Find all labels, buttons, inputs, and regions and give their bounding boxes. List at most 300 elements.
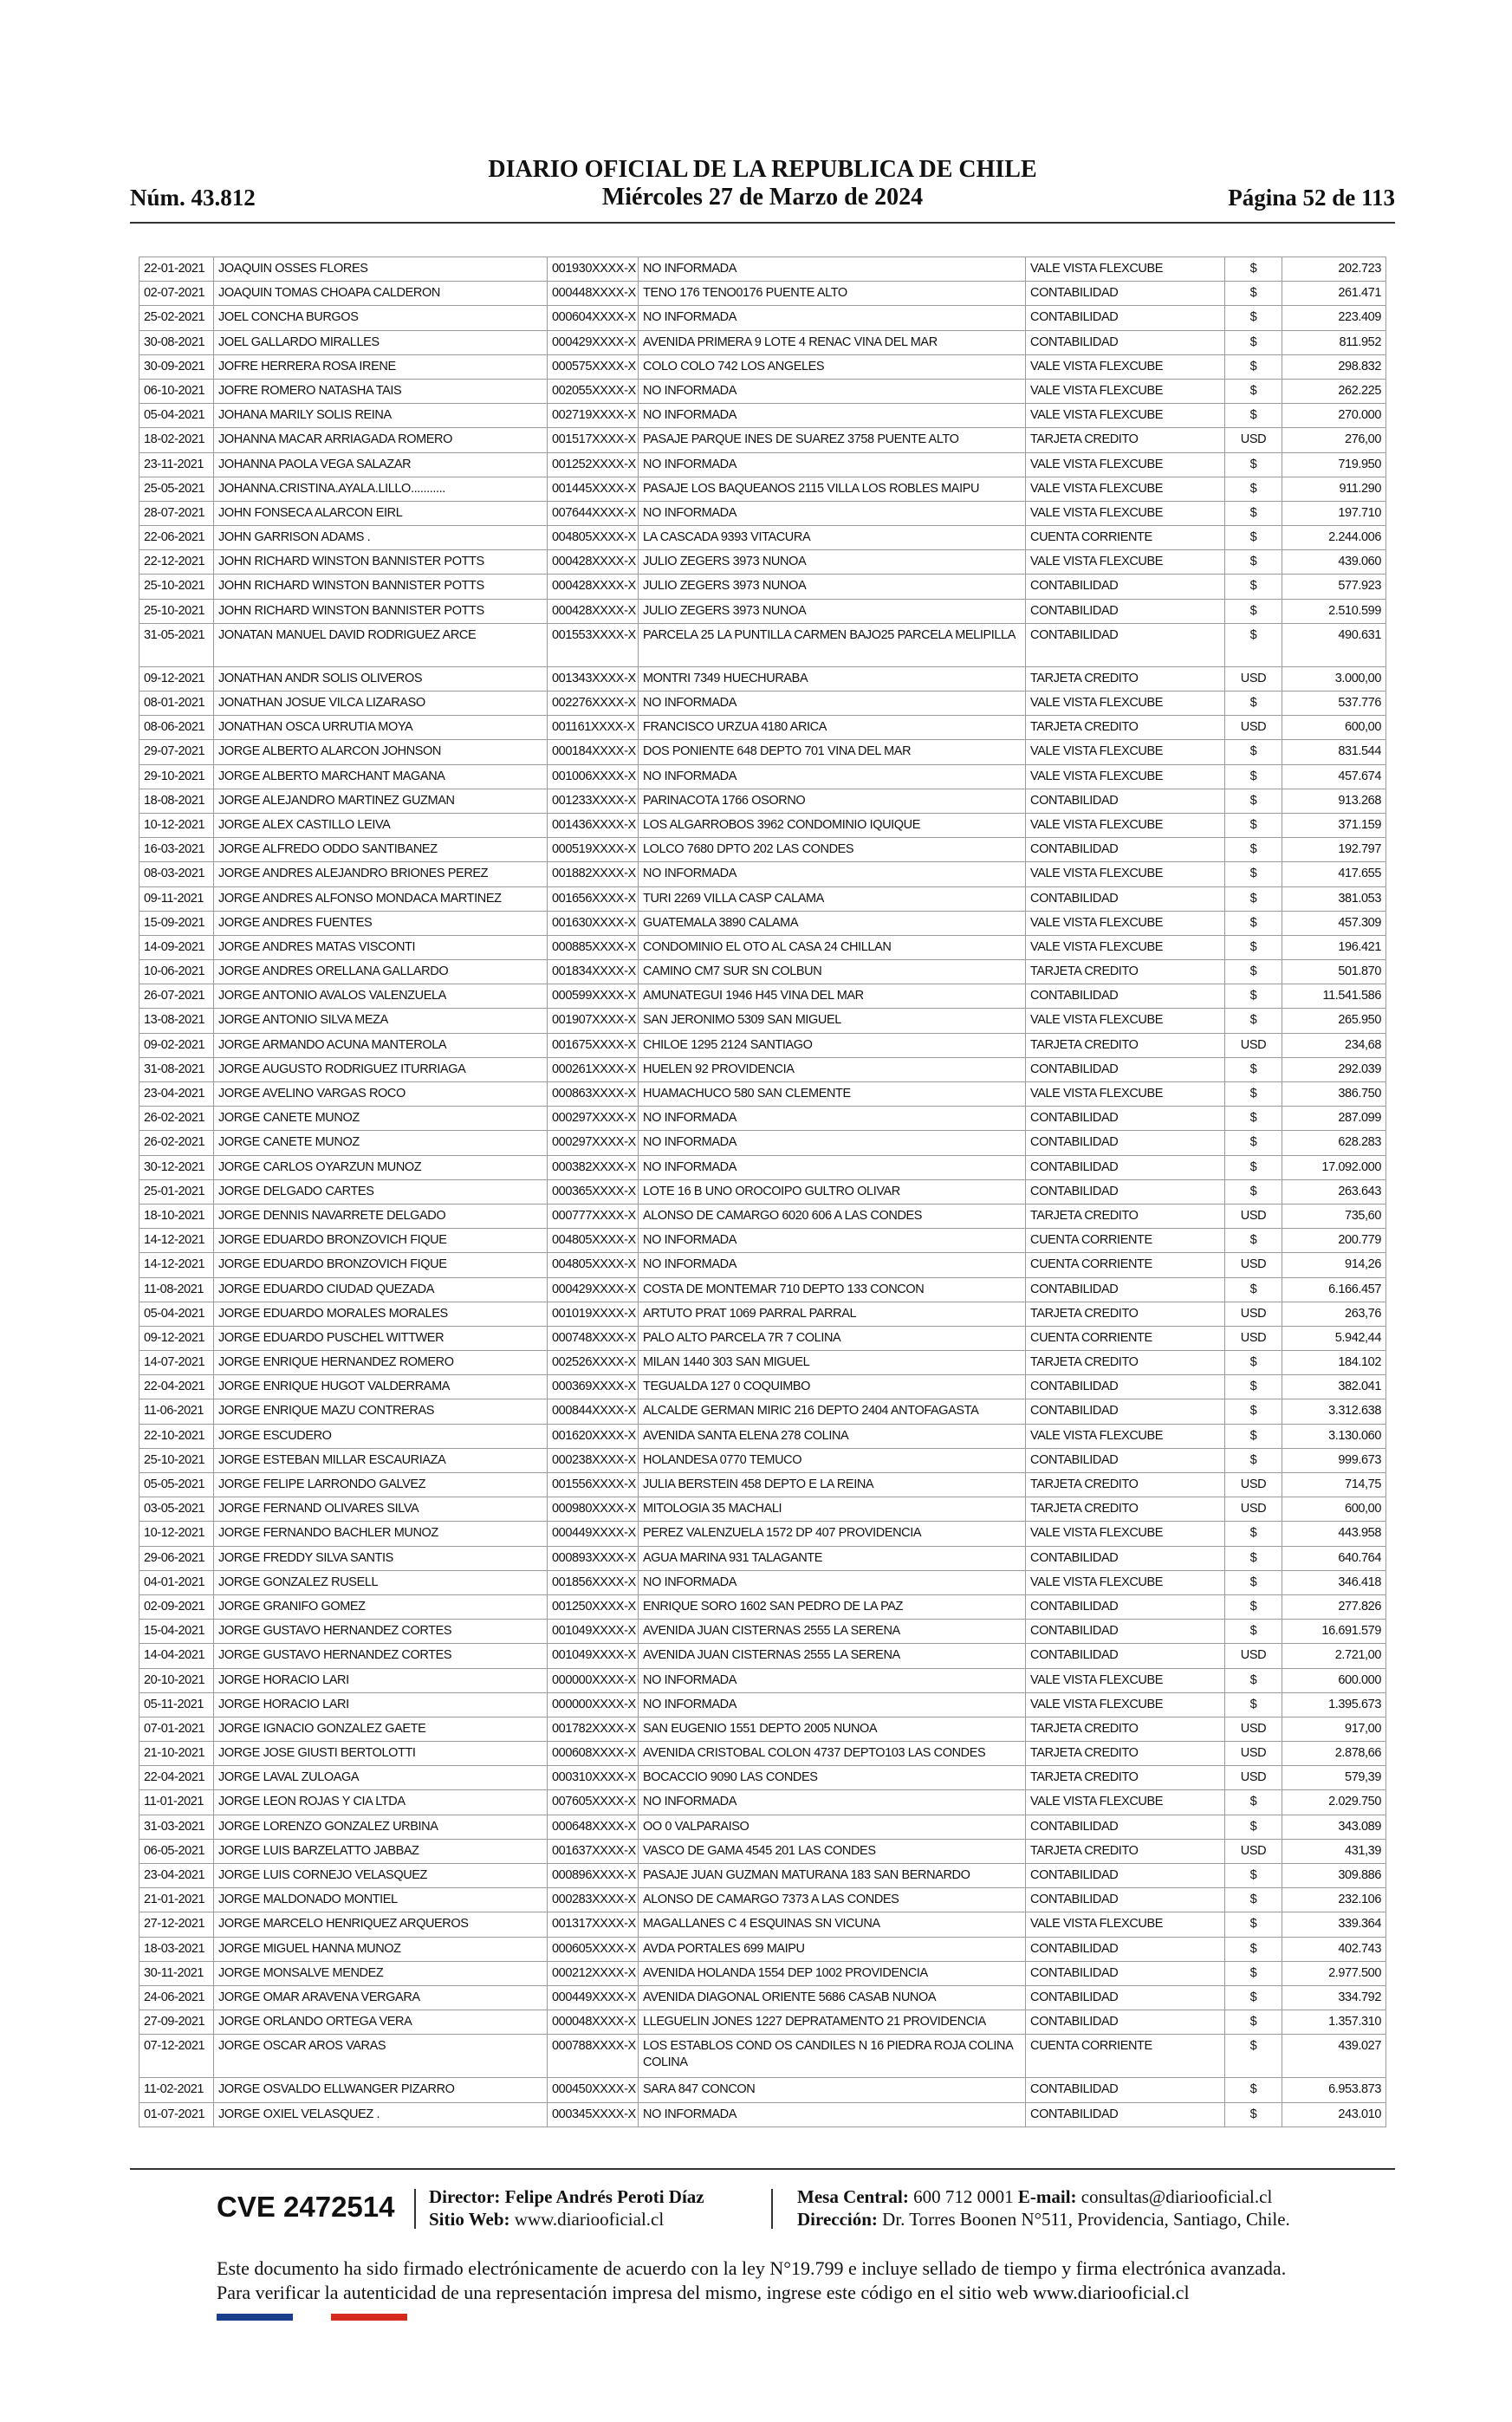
id-cell: 000449XXXX-X (548, 1522, 639, 1546)
amount-cell: 914,26 (1282, 1253, 1386, 1277)
product-cell: VALE VISTA FLEXCUBE (1026, 257, 1225, 282)
id-cell: 001049XXXX-X (548, 1644, 639, 1668)
director-label: Director: (429, 2186, 501, 2207)
amount-cell: 2.510.599 (1282, 599, 1386, 623)
name-cell: JORGE MIGUEL HANNA MUNOZ (214, 1937, 548, 1961)
name-cell: JORGE EDUARDO BRONZOVICH FIQUE (214, 1253, 548, 1277)
table-row (140, 1766, 1386, 1790)
date-cell: 27-12-2021 (140, 1912, 214, 1937)
name-cell: JORGE ANTONIO SILVA MEZA (214, 1009, 548, 1033)
currency-cell: $ (1225, 1155, 1282, 1179)
phone-label: Mesa Central: (797, 2186, 909, 2207)
currency-cell: $ (1225, 935, 1282, 959)
address-cell: LOLCO 7680 DPTO 202 LAS CONDES (639, 838, 1026, 862)
id-cell: 000369XXXX-X (548, 1375, 639, 1399)
table-row (140, 1937, 1386, 1961)
currency-cell: $ (1225, 2010, 1282, 2035)
table-row (140, 1839, 1386, 1863)
id-cell: 001782XXXX-X (548, 1717, 639, 1741)
currency-cell: $ (1225, 1399, 1282, 1424)
amount-cell: 2.721,00 (1282, 1644, 1386, 1668)
date-cell: 11-01-2021 (140, 1790, 214, 1815)
amount-cell: 443.958 (1282, 1522, 1386, 1546)
date-cell: 13-08-2021 (140, 1009, 214, 1033)
amount-cell: 386.750 (1282, 1082, 1386, 1107)
product-cell: CONTABILIDAD (1026, 1057, 1225, 1081)
table-row (140, 789, 1386, 813)
product-cell: VALE VISTA FLEXCUBE (1026, 911, 1225, 935)
currency-cell: $ (1225, 911, 1282, 935)
address-cell: NO INFORMADA (639, 501, 1026, 525)
product-cell: TARJETA CREDITO (1026, 1766, 1225, 1790)
date-cell: 18-03-2021 (140, 1937, 214, 1961)
table-row (140, 1961, 1386, 1985)
amount-cell: 309.886 (1282, 1864, 1386, 1888)
table-row (140, 501, 1386, 525)
header-divider (130, 222, 1395, 224)
date-cell: 06-10-2021 (140, 379, 214, 403)
address-cell: LLEGUELIN JONES 1227 DEPRATAMENTO 21 PROVIDENCIA (639, 2010, 1026, 2035)
name-cell: JORGE MONSALVE MENDEZ (214, 1961, 548, 1985)
id-cell: 000000XXXX-X (548, 1668, 639, 1692)
table-row (140, 1448, 1386, 1472)
id-cell: 001856XXXX-X (548, 1570, 639, 1594)
product-cell: CONTABILIDAD (1026, 1644, 1225, 1668)
id-cell: 000283XXXX-X (548, 1888, 639, 1912)
id-cell: 000261XXXX-X (548, 1057, 639, 1081)
currency-cell: $ (1225, 599, 1282, 623)
address-cell: NO INFORMADA (639, 452, 1026, 477)
name-cell: JONATHAN OSCA URRUTIA MOYA (214, 716, 548, 740)
amount-cell: 2.977.500 (1282, 1961, 1386, 1985)
currency-cell: $ (1225, 1985, 1282, 2010)
product-cell: VALE VISTA FLEXCUBE (1026, 404, 1225, 428)
product-cell: VALE VISTA FLEXCUBE (1026, 550, 1225, 575)
date-cell: 25-10-2021 (140, 1448, 214, 1472)
date-cell: 22-01-2021 (140, 257, 214, 282)
amount-cell: 714,75 (1282, 1473, 1386, 1497)
address-cell: DOS PONIENTE 648 DEPTO 701 VINA DEL MAR (639, 740, 1026, 764)
name-cell: JORGE LAVAL ZULOAGA (214, 1766, 548, 1790)
address-cell: LA CASCADA 9393 VITACURA (639, 526, 1026, 550)
date-cell: 09-02-2021 (140, 1033, 214, 1057)
date-cell: 18-10-2021 (140, 1204, 214, 1228)
currency-cell: $ (1225, 1107, 1282, 1131)
amount-cell: 6.953.873 (1282, 2078, 1386, 2102)
table-row (140, 306, 1386, 330)
table-row (140, 452, 1386, 477)
name-cell: JOHN RICHARD WINSTON BANNISTER POTTS (214, 550, 548, 575)
address-cell: NO INFORMADA (639, 1692, 1026, 1717)
table-row (140, 379, 1386, 403)
name-cell: JOHANA MARILY SOLIS REINA (214, 404, 548, 428)
table-row (140, 1594, 1386, 1619)
id-cell: 000428XXXX-X (548, 550, 639, 575)
date-cell: 25-10-2021 (140, 599, 214, 623)
date-cell: 08-01-2021 (140, 692, 214, 716)
address-cell: MITOLOGIA 35 MACHALI (639, 1497, 1026, 1522)
amount-cell: 339.364 (1282, 1912, 1386, 1937)
amount-cell: 1.357.310 (1282, 2010, 1386, 2035)
name-cell: JOHN GARRISON ADAMS . (214, 526, 548, 550)
date-cell: 01-07-2021 (140, 2102, 214, 2127)
product-cell: CUENTA CORRIENTE (1026, 2035, 1225, 2078)
currency-cell: $ (1225, 1375, 1282, 1399)
table-row (140, 1497, 1386, 1522)
product-cell: CONTABILIDAD (1026, 1864, 1225, 1888)
currency-cell: USD (1225, 1302, 1282, 1326)
date-cell: 15-04-2021 (140, 1620, 214, 1644)
product-cell: VALE VISTA FLEXCUBE (1026, 477, 1225, 501)
product-cell: CONTABILIDAD (1026, 575, 1225, 599)
id-cell: 001343XXXX-X (548, 666, 639, 691)
table-row (140, 1790, 1386, 1815)
id-cell: 000382XXXX-X (548, 1155, 639, 1179)
currency-cell: $ (1225, 692, 1282, 716)
flag-segment (255, 2314, 293, 2321)
table-row (140, 1620, 1386, 1644)
table-row (140, 911, 1386, 935)
product-cell: CONTABILIDAD (1026, 2102, 1225, 2127)
date-cell: 14-07-2021 (140, 1351, 214, 1375)
amount-cell: 234,68 (1282, 1033, 1386, 1057)
amount-cell: 735,60 (1282, 1204, 1386, 1228)
name-cell: JORGE DELGADO CARTES (214, 1179, 548, 1204)
address-cell: JULIO ZEGERS 3973 NUNOA (639, 599, 1026, 623)
currency-cell: USD (1225, 1033, 1282, 1057)
amount-cell: 346.418 (1282, 1570, 1386, 1594)
date-cell: 09-11-2021 (140, 886, 214, 911)
table-row (140, 886, 1386, 911)
name-cell: JORGE ANDRES ORELLANA GALLARDO (214, 960, 548, 984)
amount-cell: 3.312.638 (1282, 1399, 1386, 1424)
phone-value: 600 712 0001 (913, 2186, 1014, 2207)
name-cell: JORGE ALFREDO ODDO SANTIBANEZ (214, 838, 548, 862)
table-row (140, 2035, 1386, 2078)
date-cell: 09-12-2021 (140, 1326, 214, 1350)
address-cell: TEGUALDA 127 0 COQUIMBO (639, 1375, 1026, 1399)
product-cell: TARJETA CREDITO (1026, 1302, 1225, 1326)
amount-cell: 3.000,00 (1282, 666, 1386, 691)
name-cell: JOHANNA MACAR ARRIAGADA ROMERO (214, 428, 548, 452)
name-cell: JOFRE HERRERA ROSA IRENE (214, 354, 548, 379)
currency-cell: $ (1225, 257, 1282, 282)
product-cell: VALE VISTA FLEXCUBE (1026, 813, 1225, 837)
address-cell: HUELEN 92 PROVIDENCIA (639, 1057, 1026, 1081)
amount-cell: 200.779 (1282, 1229, 1386, 1253)
product-cell: TARJETA CREDITO (1026, 1204, 1225, 1228)
table-row (140, 623, 1386, 666)
date-cell: 22-04-2021 (140, 1766, 214, 1790)
name-cell: JORGE LORENZO GONZALEZ URBINA (214, 1815, 548, 1839)
name-cell: JOHN RICHARD WINSTON BANNISTER POTTS (214, 575, 548, 599)
amount-cell: 11.541.586 (1282, 984, 1386, 1009)
name-cell: JORGE ALEJANDRO MARTINEZ GUZMAN (214, 789, 548, 813)
date-cell: 14-12-2021 (140, 1253, 214, 1277)
amount-cell: 243.010 (1282, 2102, 1386, 2127)
id-cell: 000450XXXX-X (548, 2078, 639, 2102)
id-cell: 001233XXXX-X (548, 789, 639, 813)
product-cell: CONTABILIDAD (1026, 2010, 1225, 2035)
product-cell: TARJETA CREDITO (1026, 960, 1225, 984)
amount-cell: 457.674 (1282, 764, 1386, 789)
product-cell: VALE VISTA FLEXCUBE (1026, 1668, 1225, 1692)
date-cell: 11-08-2021 (140, 1277, 214, 1302)
id-cell: 000428XXXX-X (548, 575, 639, 599)
product-cell: VALE VISTA FLEXCUBE (1026, 452, 1225, 477)
address-cell: TURI 2269 VILLA CASP CALAMA (639, 886, 1026, 911)
product-cell: VALE VISTA FLEXCUBE (1026, 354, 1225, 379)
table-row (140, 716, 1386, 740)
legal-notice: Este documento ha sido firmado electrónicamente de acuerdo con la ley N°19.799 e incluye sellado de tiempo y firma electrónica avanzada. Para verificar la autenticidad de una representación impresa del mismo, ingrese este código en el sitio web www.diariooficial.cl (217, 2257, 1287, 2303)
address-cell: OO 0 VALPARAISO (639, 1815, 1026, 1839)
amount-cell: 6.166.457 (1282, 1277, 1386, 1302)
address-cell: AVDA PORTALES 699 MAIPU (639, 1937, 1026, 1961)
currency-cell: $ (1225, 282, 1282, 306)
table-row (140, 2010, 1386, 2035)
product-cell: VALE VISTA FLEXCUBE (1026, 740, 1225, 764)
table-row (140, 862, 1386, 886)
id-cell: 000345XXXX-X (548, 2102, 639, 2127)
address-cell: MILAN 1440 303 SAN MIGUEL (639, 1351, 1026, 1375)
table-row (140, 1351, 1386, 1375)
address-label: Dirección: (797, 2209, 878, 2230)
address-cell: JULIA BERSTEIN 458 DEPTO E LA REINA (639, 1473, 1026, 1497)
id-cell: 001675XXXX-X (548, 1033, 639, 1057)
name-cell: JORGE FERNANDO BACHLER MUNOZ (214, 1522, 548, 1546)
id-cell: 001882XXXX-X (548, 862, 639, 886)
date-cell: 25-02-2021 (140, 306, 214, 330)
currency-cell: $ (1225, 1888, 1282, 1912)
currency-cell: USD (1225, 428, 1282, 452)
id-cell: 007605XXXX-X (548, 1790, 639, 1815)
table-row (140, 1033, 1386, 1057)
date-cell: 11-06-2021 (140, 1399, 214, 1424)
name-cell: JONATHAN ANDR SOLIS OLIVEROS (214, 666, 548, 691)
product-cell: CONTABILIDAD (1026, 1107, 1225, 1131)
table-row (140, 1668, 1386, 1692)
date-cell: 23-11-2021 (140, 452, 214, 477)
product-cell: VALE VISTA FLEXCUBE (1026, 935, 1225, 959)
product-cell: VALE VISTA FLEXCUBE (1026, 1522, 1225, 1546)
name-cell: JORGE ESTEBAN MILLAR ESCAURIAZA (214, 1448, 548, 1472)
currency-cell: $ (1225, 575, 1282, 599)
currency-cell: $ (1225, 740, 1282, 764)
currency-cell: USD (1225, 1204, 1282, 1228)
address-cell: NO INFORMADA (639, 1131, 1026, 1155)
name-cell: JORGE OMAR ARAVENA VERGARA (214, 1985, 548, 2010)
date-cell: 11-02-2021 (140, 2078, 214, 2102)
id-cell: 004805XXXX-X (548, 1253, 639, 1277)
currency-cell: $ (1225, 2035, 1282, 2078)
amount-cell: 334.792 (1282, 1985, 1386, 2010)
id-cell: 000885XXXX-X (548, 935, 639, 959)
currency-cell: $ (1225, 1815, 1282, 1839)
id-cell: 000184XXXX-X (548, 740, 639, 764)
currency-cell: $ (1225, 789, 1282, 813)
publication-title-block (130, 156, 1395, 211)
table-row (140, 813, 1386, 837)
address-cell: NO INFORMADA (639, 1107, 1026, 1131)
amount-cell: 292.039 (1282, 1057, 1386, 1081)
address-cell: AVENIDA JUAN CISTERNAS 2555 LA SERENA (639, 1620, 1026, 1644)
name-cell: JONATAN MANUEL DAVID RODRIGUEZ ARCE (214, 623, 548, 666)
date-cell: 02-07-2021 (140, 282, 214, 306)
date-cell: 23-04-2021 (140, 1864, 214, 1888)
name-cell: JORGE ARMANDO ACUNA MANTEROLA (214, 1033, 548, 1057)
address-cell: PASAJE JUAN GUZMAN MATURANA 183 SAN BERNARDO (639, 1864, 1026, 1888)
date-cell: 30-11-2021 (140, 1961, 214, 1985)
amount-cell: 811.952 (1282, 330, 1386, 354)
name-cell: JORGE LUIS BARZELATTO JABBAZ (214, 1839, 548, 1863)
currency-cell: USD (1225, 1326, 1282, 1350)
table-row (140, 1082, 1386, 1107)
table-row (140, 428, 1386, 452)
currency-cell: $ (1225, 2078, 1282, 2102)
name-cell: JORGE DENNIS NAVARRETE DELGADO (214, 1204, 548, 1228)
address-cell: PARINACOTA 1766 OSORNO (639, 789, 1026, 813)
name-cell: JORGE EDUARDO CIUDAD QUEZADA (214, 1277, 548, 1302)
name-cell: JORGE MARCELO HENRIQUEZ ARQUEROS (214, 1912, 548, 1937)
id-cell: 000429XXXX-X (548, 1277, 639, 1302)
table-row (140, 1424, 1386, 1448)
name-cell: JORGE GUSTAVO HERNANDEZ CORTES (214, 1620, 548, 1644)
currency-cell: $ (1225, 1082, 1282, 1107)
address-cell: AGUA MARINA 931 TALAGANTE (639, 1546, 1026, 1570)
table-row (140, 1204, 1386, 1228)
amount-cell: 640.764 (1282, 1546, 1386, 1570)
address-cell: NO INFORMADA (639, 1668, 1026, 1692)
id-cell: 001019XXXX-X (548, 1302, 639, 1326)
address-cell: VASCO DE GAMA 4545 201 LAS CONDES (639, 1839, 1026, 1863)
id-cell: 001252XXXX-X (548, 452, 639, 477)
table-row (140, 1742, 1386, 1766)
amount-cell: 232.106 (1282, 1888, 1386, 1912)
id-cell: 000788XXXX-X (548, 2035, 639, 2078)
director-name: Felipe Andrés Peroti Díaz (504, 2186, 704, 2207)
address-cell: AVENIDA DIAGONAL ORIENTE 5686 CASAB NUNOA (639, 1985, 1026, 2010)
footer-divider (130, 2168, 1395, 2170)
name-cell: JORGE ANDRES MATAS VISCONTI (214, 935, 548, 959)
table-row (140, 960, 1386, 984)
date-cell: 31-03-2021 (140, 1815, 214, 1839)
address-cell: COLO COLO 742 LOS ANGELES (639, 354, 1026, 379)
table-row (140, 1057, 1386, 1081)
product-cell: CONTABILIDAD (1026, 1985, 1225, 2010)
name-cell: JORGE ANDRES FUENTES (214, 911, 548, 935)
website-link[interactable]: www.diariooficial.cl (514, 2209, 665, 2230)
id-cell: 001834XXXX-X (548, 960, 639, 984)
product-cell: VALE VISTA FLEXCUBE (1026, 1082, 1225, 1107)
currency-cell: $ (1225, 1937, 1282, 1961)
address-cell: LOS ALGARROBOS 3962 CONDOMINIO IQUIQUE (639, 813, 1026, 837)
table-row (140, 1570, 1386, 1594)
product-cell: TARJETA CREDITO (1026, 1497, 1225, 1522)
date-cell: 10-12-2021 (140, 813, 214, 837)
product-cell: TARJETA CREDITO (1026, 1473, 1225, 1497)
name-cell: JORGE LUIS CORNEJO VELASQUEZ (214, 1864, 548, 1888)
id-cell: 002055XXXX-X (548, 379, 639, 403)
amount-cell: 417.655 (1282, 862, 1386, 886)
email-link[interactable]: consultas@diariooficial.cl (1080, 2186, 1273, 2207)
table-row (140, 282, 1386, 306)
currency-cell: USD (1225, 1644, 1282, 1668)
date-cell: 14-09-2021 (140, 935, 214, 959)
id-cell: 000000XXXX-X (548, 1692, 639, 1717)
product-cell: VALE VISTA FLEXCUBE (1026, 764, 1225, 789)
id-cell: 000893XXXX-X (548, 1546, 639, 1570)
table-row (140, 257, 1386, 282)
id-cell: 001006XXXX-X (548, 764, 639, 789)
date-cell: 05-11-2021 (140, 1692, 214, 1717)
flag-segment (331, 2314, 369, 2321)
name-cell: JORGE AUGUSTO RODRIGUEZ ITURRIAGA (214, 1057, 548, 1081)
product-cell: CONTABILIDAD (1026, 1277, 1225, 1302)
table-row (140, 1131, 1386, 1155)
product-cell: CONTABILIDAD (1026, 1399, 1225, 1424)
product-cell: CONTABILIDAD (1026, 2078, 1225, 2102)
name-cell: JOFRE ROMERO NATASHA TAIS (214, 379, 548, 403)
date-cell: 21-10-2021 (140, 1742, 214, 1766)
table-row (140, 1155, 1386, 1179)
address-cell: LOTE 16 B UNO OROCOIPO GULTRO OLIVAR (639, 1179, 1026, 1204)
amount-cell: 579,39 (1282, 1766, 1386, 1790)
name-cell: JORGE ENRIQUE HUGOT VALDERRAMA (214, 1375, 548, 1399)
date-cell: 07-12-2021 (140, 2035, 214, 2078)
address-cell: SAN EUGENIO 1551 DEPTO 2005 NUNOA (639, 1717, 1026, 1741)
id-cell: 000599XXXX-X (548, 984, 639, 1009)
table-row (140, 764, 1386, 789)
id-cell: 000519XXXX-X (548, 838, 639, 862)
date-cell: 29-06-2021 (140, 1546, 214, 1570)
currency-cell: $ (1225, 1864, 1282, 1888)
product-cell: TARJETA CREDITO (1026, 666, 1225, 691)
id-cell: 001317XXXX-X (548, 1912, 639, 1937)
currency-cell: USD (1225, 1839, 1282, 1863)
product-cell: CONTABILIDAD (1026, 1375, 1225, 1399)
date-cell: 25-10-2021 (140, 575, 214, 599)
table-row (140, 1546, 1386, 1570)
address-cell: NO INFORMADA (639, 379, 1026, 403)
product-cell: VALE VISTA FLEXCUBE (1026, 1009, 1225, 1033)
id-cell: 000648XXXX-X (548, 1815, 639, 1839)
table-row (140, 1302, 1386, 1326)
address-cell: ENRIQUE SORO 1602 SAN PEDRO DE LA PAZ (639, 1594, 1026, 1619)
id-cell: 000863XXXX-X (548, 1082, 639, 1107)
id-cell: 000238XXXX-X (548, 1448, 639, 1472)
product-cell: CONTABILIDAD (1026, 886, 1225, 911)
table-row (140, 1473, 1386, 1497)
date-cell: 22-10-2021 (140, 1424, 214, 1448)
name-cell: JORGE ALBERTO ALARCON JOHNSON (214, 740, 548, 764)
product-cell: CONTABILIDAD (1026, 789, 1225, 813)
id-cell: 000608XXXX-X (548, 1742, 639, 1766)
name-cell: JORGE CARLOS OYARZUN MUNOZ (214, 1155, 548, 1179)
amount-cell: 184.102 (1282, 1351, 1386, 1375)
currency-cell: $ (1225, 404, 1282, 428)
id-cell: 001161XXXX-X (548, 716, 639, 740)
amount-cell: 600,00 (1282, 1497, 1386, 1522)
name-cell: JOAQUIN OSSES FLORES (214, 257, 548, 282)
name-cell: JORGE FELIPE LARRONDO GALVEZ (214, 1473, 548, 1497)
date-cell: 16-03-2021 (140, 838, 214, 862)
amount-cell: 628.283 (1282, 1131, 1386, 1155)
table-row (140, 1815, 1386, 1839)
table-row (140, 838, 1386, 862)
currency-cell: USD (1225, 1497, 1282, 1522)
id-cell: 001630XXXX-X (548, 911, 639, 935)
currency-cell: $ (1225, 1912, 1282, 1937)
